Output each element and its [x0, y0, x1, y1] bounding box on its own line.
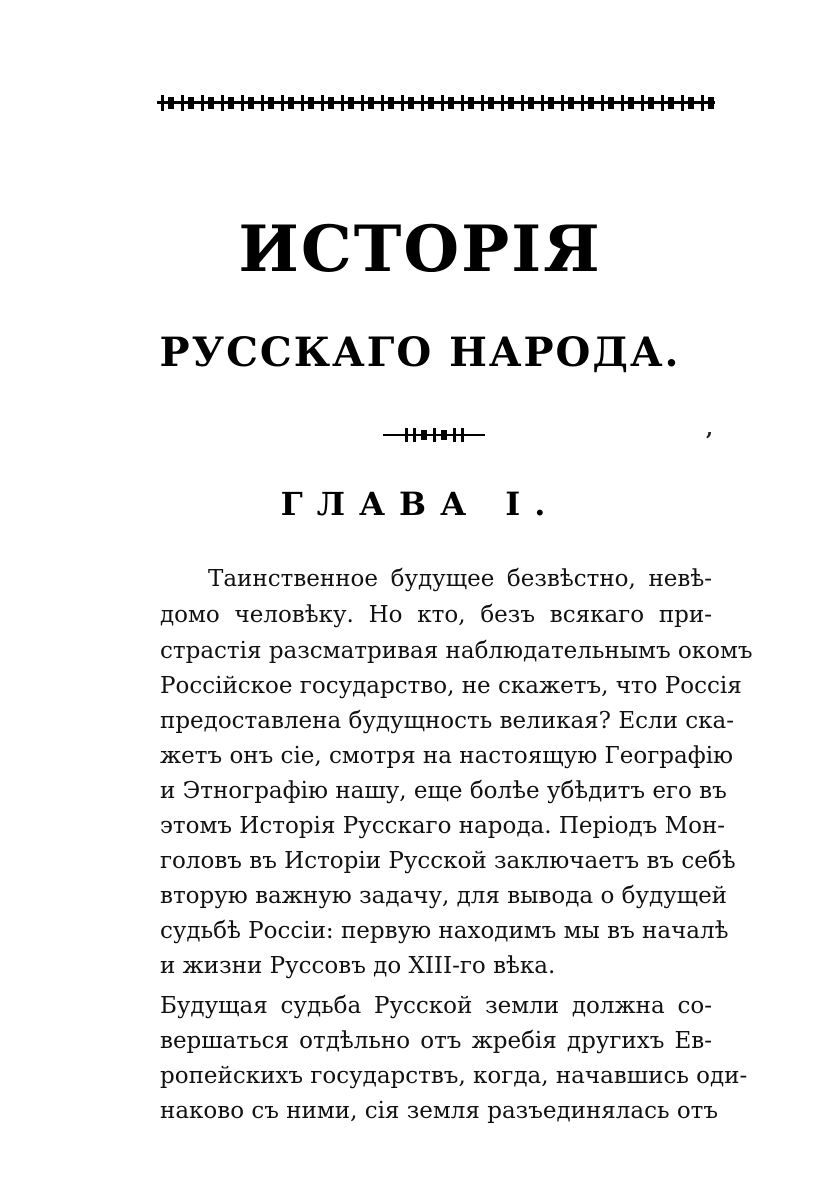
text-line: вторую важную задачу, для вывода о будущей — [160, 883, 728, 909]
book-title: ИСТОРІЯ — [238, 212, 602, 287]
divider-ornament — [383, 425, 485, 445]
text-line: наково съ ними, сія земля разъединялась отъ — [160, 1098, 719, 1124]
chapter-heading: ГЛАВА I. — [280, 485, 560, 523]
top-ornamental-rule — [157, 92, 715, 114]
text-line: Будущая судьба Русской земли должна со- — [160, 993, 712, 1019]
text-line: домо человѣку. Но кто, безъ всякаго при- — [160, 602, 712, 628]
text-line: и Этнографію нашу, еще болѣе убѣдитъ его въ — [160, 778, 727, 804]
text-line: вершаться отдѣльно отъ жребія другихъ Ев- — [160, 1028, 712, 1054]
book-subtitle: РУССКАГО НАРОДА. — [159, 329, 681, 376]
text-line: предоставлена будущность великая? Если ска- — [160, 708, 734, 734]
text-line: и жизни Руссовъ до XIII-го вѣка. — [160, 953, 556, 979]
text-line: ропейскихъ государствъ, когда, начавшись оди- — [160, 1063, 748, 1089]
text-line: Россійское государство, не скажетъ, что Россія — [160, 673, 742, 699]
text-line: судьбѣ Россіи: первую находимъ мы въ началѣ — [160, 918, 729, 944]
text-line: головъ въ Исторіи Русской заключаетъ въ себѣ — [160, 848, 736, 874]
text-line: страстія разсматривая наблюдательнымъ окомъ — [160, 638, 753, 664]
text-line: жетъ онъ сіе, смотря на настоящую Географію — [160, 743, 734, 769]
text-line: этомъ Исторія Русскаго народа. Періодъ Мон- — [160, 813, 726, 839]
text-line: Таинственное будущее безвѣстно, невѣ- — [208, 566, 712, 592]
ink-mark: , — [706, 416, 713, 440]
